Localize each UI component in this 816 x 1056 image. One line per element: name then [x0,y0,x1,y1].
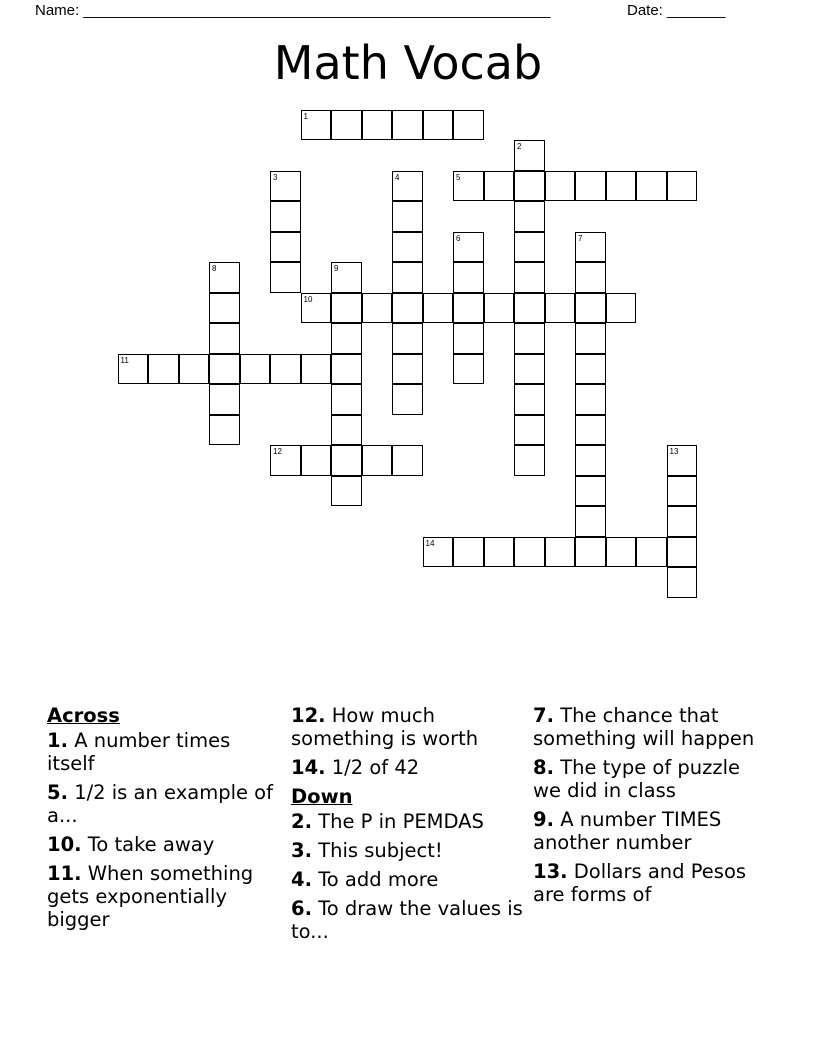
grid-cell[interactable] [545,537,576,568]
grid-cell[interactable] [392,110,423,141]
grid-cell[interactable] [514,415,545,446]
down-heading: Down [291,785,353,808]
grid-cell[interactable] [362,445,393,476]
clue-down-7: 7. The chance that something will happen [533,704,755,750]
grid-cell[interactable] [514,262,545,293]
grid-cell[interactable] [392,445,423,476]
grid-cell[interactable] [667,445,698,476]
grid-cell[interactable] [392,232,423,263]
grid-cell[interactable] [240,354,271,385]
clue-down-8: 8. The type of puzzle we did in class [533,756,741,802]
grid-cell[interactable] [575,476,606,507]
grid-cell[interactable] [118,354,149,385]
grid-cell[interactable] [392,354,423,385]
grid-cell[interactable] [209,293,240,324]
grid-cell[interactable] [301,110,332,141]
clue-number: 14 [425,538,435,548]
grid-cell[interactable] [362,293,393,324]
clue-number: 4 [395,172,400,182]
clue-number: 8 [212,264,217,273]
grid-cell[interactable] [331,476,362,507]
clue-number: 3 [273,172,278,182]
grid-cell[interactable] [362,110,393,141]
grid-cell[interactable] [301,354,332,385]
grid-cell[interactable] [514,323,545,354]
grid-cell[interactable] [575,171,606,202]
clue-across-12: 12. How much something is worth [291,704,479,750]
clue-column-2 [291,704,527,949]
grid-cell[interactable] [575,293,606,324]
grid-cell[interactable] [606,537,637,568]
grid-cell[interactable] [453,293,484,324]
grid-cell[interactable] [514,201,545,232]
grid-cell[interactable] [575,506,606,537]
grid-cell[interactable] [392,201,423,232]
clue-down-13: 13. Dollars and Pesos are forms of [533,860,747,906]
grid-cell[interactable] [514,140,545,171]
grid-cell[interactable] [606,293,637,324]
grid-cell[interactable] [667,171,698,202]
clue-down-6: 6. To draw the values is to... [291,897,523,943]
clue-number: 12 [273,447,282,456]
clue-down-2: 2. The P in PEMDAS [291,810,484,833]
grid-cell[interactable] [392,384,423,415]
grid-cell[interactable] [514,354,545,385]
grid-cell[interactable] [453,110,484,141]
grid-cell[interactable] [545,171,576,202]
clue-down-4: 4. To add more [291,868,439,891]
grid-cell[interactable] [270,201,301,232]
grid-cell[interactable] [331,323,362,354]
grid-cell[interactable] [270,354,301,385]
clue-across-5: 5. 1/2 is an example of a... [47,781,273,827]
grid-cell[interactable] [270,232,301,263]
grid-cell[interactable] [667,476,698,507]
grid-cell[interactable] [606,171,637,202]
page-title: Math Vocab [273,36,543,90]
grid-cell[interactable] [331,445,362,476]
clue-across-14: 14. 1/2 of 42 [291,756,420,779]
grid-cell[interactable] [392,293,423,324]
grid-cell[interactable] [667,567,698,598]
grid-cell[interactable] [301,293,332,324]
clue-across-1: 1. A number times itself [47,729,231,775]
grid-cell[interactable] [209,323,240,354]
clue-column-1 [47,704,283,937]
grid-cell[interactable] [148,354,179,385]
clue-number: 11 [120,355,129,365]
grid-cell[interactable] [270,445,301,476]
grid-cell[interactable] [636,537,667,568]
grid-cell[interactable] [423,110,454,141]
clue-number: 5 [456,172,461,182]
grid-cell[interactable] [667,506,698,537]
grid-cell[interactable] [209,384,240,415]
grid-cell[interactable] [575,445,606,476]
grid-cell[interactable] [575,323,606,354]
grid-cell[interactable] [514,232,545,263]
grid-cell[interactable] [545,293,576,324]
clue-number: 13 [669,447,679,456]
grid-cell[interactable] [514,537,545,568]
grid-cell[interactable] [423,293,454,324]
grid-cell[interactable] [484,171,515,202]
grid-cell[interactable] [331,415,362,446]
grid-cell[interactable] [453,537,484,568]
grid-cell[interactable] [392,171,423,202]
across-heading: Across [47,704,120,727]
grid-cell[interactable] [331,384,362,415]
grid-cell[interactable] [209,262,240,293]
grid-cell[interactable] [270,171,301,202]
clue-number: 9 [334,264,339,273]
grid-cell[interactable] [453,171,484,202]
clue-across-10: 10. To take away [47,833,215,856]
grid-cell[interactable] [301,445,332,476]
clue-column-3 [533,704,769,912]
grid-cell[interactable] [575,354,606,385]
grid-cell[interactable] [453,354,484,385]
date-field: Date: _______ [627,2,726,19]
grid-cell[interactable] [392,323,423,354]
grid-cell[interactable] [392,262,423,293]
name-field: Name: ________________________________________________________ [35,2,551,19]
grid-cell[interactable] [331,293,362,324]
clue-number: 1 [303,111,308,121]
grid-cell[interactable] [514,384,545,415]
grid-cell[interactable] [514,171,545,202]
grid-cell[interactable] [575,537,606,568]
grid-cell[interactable] [575,384,606,415]
grid-cell[interactable] [209,354,240,385]
grid-cell[interactable] [514,293,545,324]
clue-down-9: 9. A number TIMES another number [533,808,722,854]
grid-cell[interactable] [423,537,454,568]
clue-down-3: 3. This subject! [291,839,443,862]
grid-cell[interactable] [453,232,484,263]
grid-cell[interactable] [209,415,240,446]
grid-cell[interactable] [331,110,362,141]
grid-cell[interactable] [331,262,362,293]
grid-cell[interactable] [453,262,484,293]
grid-cell[interactable] [484,293,515,324]
grid-cell[interactable] [484,537,515,568]
clue-across-11: 11. When something gets exponentially bigger [47,862,254,931]
grid-cell[interactable] [270,262,301,293]
grid-cell[interactable] [667,537,698,568]
grid-cell[interactable] [514,445,545,476]
clue-number: 2 [517,142,522,151]
grid-cell[interactable] [575,232,606,263]
grid-cell[interactable] [575,415,606,446]
clue-number: 10 [303,294,313,304]
clue-number: 7 [578,233,583,243]
grid-cell[interactable] [453,323,484,354]
grid-cell[interactable] [179,354,210,385]
grid-cell[interactable] [636,171,667,202]
clue-number: 6 [456,233,461,243]
grid-cell[interactable] [575,262,606,293]
grid-cell[interactable] [331,354,362,385]
